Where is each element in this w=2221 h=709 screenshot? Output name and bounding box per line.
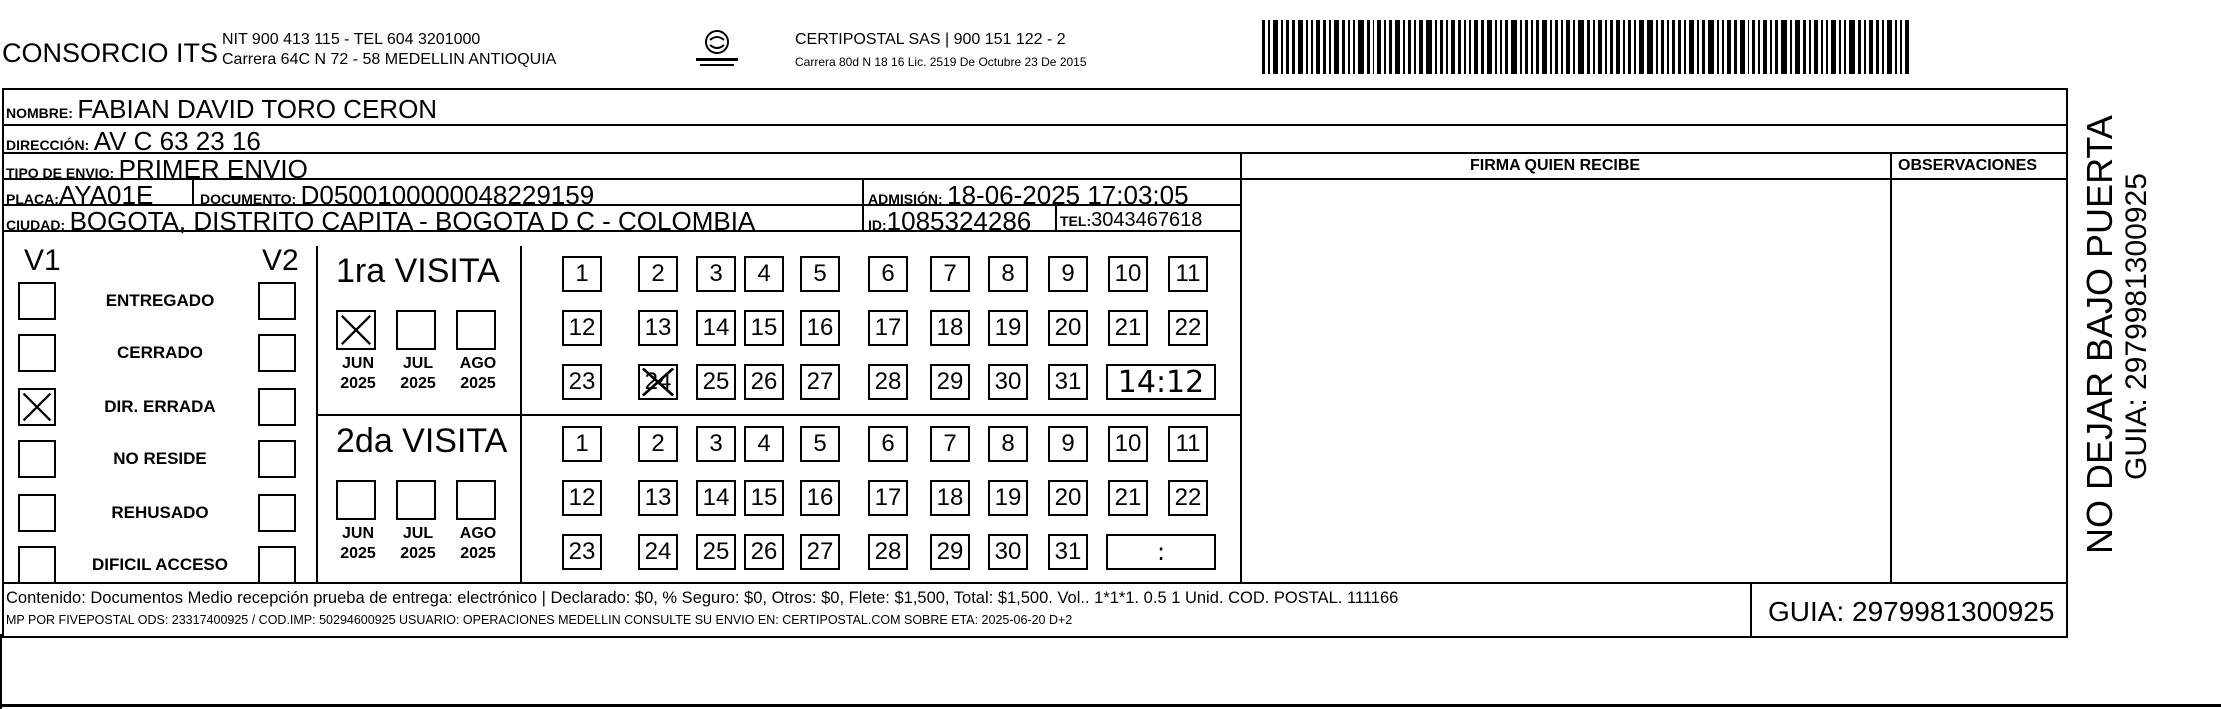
second-day-box[interactable] — [1108, 480, 1148, 516]
first-visit-title: 1ra VISITA — [336, 252, 500, 290]
day-number: 22 — [1174, 484, 1202, 511]
first-month-label: JUL — [402, 355, 434, 372]
first-day-box[interactable] — [800, 364, 840, 400]
nombre-label: NOMBRE: — [6, 105, 73, 121]
first-month-checkbox[interactable] — [396, 310, 436, 350]
v1-label: V1 — [24, 244, 61, 277]
second-month-label: AGO — [459, 525, 497, 542]
documento-label: DOCUMENTO: — [200, 191, 297, 207]
footer-guia: GUIA: 2979981300925 — [1768, 596, 2055, 627]
second-day-box[interactable] — [638, 534, 678, 570]
day-number: 31 — [1054, 368, 1082, 395]
carrier-name: CERTIPOSTAL SAS | 900 151 122 - 2 — [795, 31, 1066, 48]
day-number: 20 — [1054, 314, 1082, 341]
day-number: 27 — [806, 538, 834, 565]
first-day-box[interactable] — [1108, 310, 1148, 346]
day-number: 19 — [994, 484, 1022, 511]
first-day-box[interactable] — [562, 310, 602, 346]
carrier-address: Carrera 80d N 18 16 Lic. 2519 De Octubre 23 De 2015 — [795, 55, 1087, 69]
first-day-box[interactable] — [800, 256, 840, 292]
second-day-box[interactable] — [800, 480, 840, 516]
second-time-box[interactable]: : — [1106, 534, 1216, 570]
second-day-box[interactable] — [744, 480, 784, 516]
day-number: 1 — [575, 430, 589, 457]
label-frame — [2, 88, 2068, 638]
id-value: 1085324286 — [886, 206, 1032, 236]
v2-checkbox[interactable] — [258, 334, 296, 372]
second-day-box[interactable] — [930, 480, 970, 516]
day-number: 26 — [750, 538, 778, 565]
day-number: 8 — [1001, 260, 1015, 287]
first-day-box[interactable] — [868, 310, 908, 346]
certipostal-logo-icon — [690, 28, 744, 72]
first-day-box[interactable] — [1108, 256, 1148, 292]
status-label: NO RESIDE — [113, 449, 207, 468]
day-number: 4 — [757, 260, 771, 287]
day-number: 23 — [568, 368, 596, 395]
first-day-box[interactable] — [930, 310, 970, 346]
day-number: 27 — [806, 368, 834, 395]
second-day-box[interactable] — [696, 480, 736, 516]
day-number: 14 — [702, 484, 730, 511]
id-label: ID: — [868, 217, 887, 233]
company-nit: NIT 900 413 115 - TEL 604 3201000 — [222, 31, 481, 48]
second-month-checkbox[interactable] — [456, 480, 496, 520]
status-label: CERRADO — [117, 343, 203, 362]
v1-checkbox[interactable] — [18, 388, 56, 426]
status-label: DIR. ERRADA — [104, 397, 216, 416]
day-number: 22 — [1174, 314, 1202, 341]
placa-label: PLACA: — [6, 191, 59, 207]
day-number: 28 — [874, 368, 902, 395]
v1-checkbox[interactable] — [18, 494, 56, 532]
admision-value: 18-06-2025 17:03:05 — [947, 180, 1189, 210]
v2-checkbox[interactable] — [258, 546, 296, 584]
day-number: 6 — [881, 430, 895, 457]
side-warning: NO DEJAR BAJO PUERTA — [2079, 115, 2120, 554]
first-day-box[interactable] — [1168, 310, 1208, 346]
second-day-box[interactable] — [868, 534, 908, 570]
first-time-box[interactable]: 14:12 — [1106, 364, 1216, 400]
second-month-checkbox[interactable] — [336, 480, 376, 520]
first-day-box[interactable] — [800, 310, 840, 346]
second-day-box[interactable] — [930, 426, 970, 462]
day-number: 13 — [644, 314, 672, 341]
second-day-box[interactable] — [1108, 426, 1148, 462]
second-day-box[interactable] — [744, 426, 784, 462]
day-number: 21 — [1114, 484, 1142, 511]
tipo-envio-label: TIPO DE ENVIO: — [6, 165, 115, 181]
day-number: 10 — [1114, 260, 1142, 287]
first-day-box[interactable] — [638, 256, 678, 292]
second-year-label: 2025 — [460, 545, 496, 562]
day-number: 17 — [874, 314, 902, 341]
day-number: 11 — [1175, 430, 1201, 457]
day-number: 28 — [874, 538, 902, 565]
second-day-box[interactable] — [988, 534, 1028, 570]
day-number: 3 — [709, 260, 723, 287]
day-number: 12 — [568, 314, 596, 341]
barcode — [1262, 20, 1912, 74]
second-day-box[interactable] — [800, 534, 840, 570]
day-number: 11 — [1175, 260, 1201, 287]
day-number: 14 — [702, 314, 730, 341]
day-number: 19 — [994, 314, 1022, 341]
second-day-box[interactable] — [1048, 426, 1088, 462]
first-month-label: AGO — [459, 355, 497, 372]
first-day-box[interactable] — [696, 310, 736, 346]
day-number: 17 — [874, 484, 902, 511]
first-day-box[interactable] — [562, 256, 602, 292]
day-number: 5 — [813, 430, 827, 457]
second-day-box[interactable] — [696, 534, 736, 570]
day-number: 10 — [1114, 430, 1142, 457]
first-day-box[interactable] — [868, 256, 908, 292]
ciudad-value: BOGOTA, DISTRITO CAPITA - BOGOTA D C - COLOMBIA — [69, 206, 756, 236]
first-day-box[interactable] — [868, 364, 908, 400]
first-day-box[interactable] — [696, 364, 736, 400]
second-day-box[interactable] — [1048, 534, 1088, 570]
tel-label: TEL: — [1060, 213, 1092, 229]
company-name: CONSORCIO ITS — [2, 38, 219, 68]
first-year-label: 2025 — [400, 375, 436, 392]
admision-label: ADMISIÓN: — [868, 191, 943, 207]
second-visit-title: 2da VISITA — [336, 422, 508, 460]
v1-checkbox[interactable] — [18, 546, 56, 584]
first-year-label: 2025 — [460, 375, 496, 392]
day-number: 16 — [806, 484, 834, 511]
v2-checkbox[interactable] — [258, 494, 296, 532]
first-day-box[interactable] — [744, 310, 784, 346]
second-day-box[interactable] — [868, 480, 908, 516]
day-number: 9 — [1061, 260, 1075, 287]
second-day-box[interactable] — [1168, 426, 1208, 462]
v1-checkbox[interactable] — [18, 334, 56, 372]
day-number: 18 — [936, 314, 964, 341]
ciudad-label: CIUDAD: — [6, 217, 66, 233]
second-day-box[interactable] — [562, 534, 602, 570]
day-number: 1 — [575, 260, 589, 287]
second-day-box[interactable] — [988, 426, 1028, 462]
documento-value: D0500100000048229159 — [300, 180, 595, 210]
tipo-envio-value: PRIMER ENVIO — [118, 154, 308, 184]
v2-checkbox[interactable] — [258, 440, 296, 478]
first-month-label: JUN — [341, 355, 374, 372]
second-day-box[interactable] — [1048, 480, 1088, 516]
second-day-box[interactable] — [696, 426, 736, 462]
left-border — [0, 634, 2, 709]
day-number: 24 — [644, 368, 672, 395]
direccion-value: AV C 63 23 16 — [93, 126, 261, 156]
first-day-box[interactable] — [744, 256, 784, 292]
day-number: 4 — [757, 430, 771, 457]
direccion-label: DIRECCIÓN: — [6, 137, 90, 153]
day-number: 12 — [568, 484, 596, 511]
first-day-box[interactable] — [744, 364, 784, 400]
first-day-box[interactable] — [988, 256, 1028, 292]
first-day-box[interactable] — [1048, 256, 1088, 292]
status-label: ENTREGADO — [105, 291, 215, 310]
day-number: 30 — [994, 538, 1022, 565]
day-number: 25 — [702, 368, 730, 395]
second-day-box[interactable] — [744, 534, 784, 570]
second-day-box[interactable] — [930, 534, 970, 570]
second-month-label: JUL — [402, 525, 434, 542]
day-number: 6 — [881, 260, 895, 287]
day-number: 5 — [813, 260, 827, 287]
first-day-box[interactable] — [1168, 256, 1208, 292]
first-day-box[interactable] — [1048, 364, 1088, 400]
second-day-box[interactable] — [800, 426, 840, 462]
day-number: 24 — [644, 538, 672, 565]
first-day-box[interactable] — [638, 310, 678, 346]
status-label: REHUSADO — [111, 503, 209, 522]
day-number: 13 — [644, 484, 672, 511]
day-number: 21 — [1114, 314, 1142, 341]
v2-label: V2 — [262, 244, 299, 277]
day-number: 7 — [943, 430, 957, 457]
day-number: 18 — [936, 484, 964, 511]
first-day-box[interactable] — [696, 256, 736, 292]
day-number: 2 — [651, 260, 665, 287]
status-label: DIFICIL ACCESO — [91, 555, 228, 574]
v1-checkbox[interactable] — [18, 440, 56, 478]
first-year-label: 2025 — [340, 375, 376, 392]
first-month-checkbox[interactable] — [456, 310, 496, 350]
first-month-checkbox[interactable] — [336, 310, 376, 350]
first-day-box[interactable] — [638, 364, 678, 400]
second-day-box[interactable] — [868, 426, 908, 462]
side-guia: GUIA: 2979981300925 — [2120, 173, 2153, 480]
first-day-box[interactable] — [988, 310, 1028, 346]
first-day-box[interactable] — [1048, 310, 1088, 346]
day-number: 23 — [568, 538, 596, 565]
day-number: 15 — [750, 314, 778, 341]
day-number: 2 — [651, 430, 665, 457]
firma-header: FIRMA QUIEN RECIBE — [1470, 157, 1641, 174]
first-day-box[interactable] — [930, 364, 970, 400]
placa-value: AYA01E — [58, 180, 154, 210]
second-month-label: JUN — [341, 525, 374, 542]
second-day-box[interactable] — [562, 426, 602, 462]
second-day-box[interactable] — [638, 480, 678, 516]
tel-value: 3043467618 — [1091, 209, 1203, 231]
day-number: 8 — [1001, 430, 1015, 457]
second-year-label: 2025 — [340, 545, 376, 562]
second-day-box[interactable] — [638, 426, 678, 462]
v1-checkbox[interactable] — [18, 282, 56, 320]
company-address: Carrera 64C N 72 - 58 MEDELLIN ANTIOQUIA — [222, 51, 557, 68]
day-number: 26 — [750, 368, 778, 395]
day-number: 29 — [936, 368, 964, 395]
day-number: 16 — [806, 314, 834, 341]
day-number: 20 — [1054, 484, 1082, 511]
nombre-value: FABIAN DAVID TORO CERON — [77, 94, 438, 124]
first-day-box[interactable] — [930, 256, 970, 292]
day-number: 25 — [702, 538, 730, 565]
observaciones-header: OBSERVACIONES — [1898, 157, 2037, 174]
v2-checkbox[interactable] — [258, 282, 296, 320]
footer-contents: Contenido: Documentos Medio recepción prueba de entrega: electrónico | Declarado: $0, % Seguro: $0, Otros: $0, Flete: $1,500, Total: $1,500. Vol.. 1*1*1. 0.5 1 Unid. COD. POSTAL. 111166 — [6, 589, 1399, 607]
day-number: 29 — [936, 538, 964, 565]
day-number: 7 — [943, 260, 957, 287]
second-month-checkbox[interactable] — [396, 480, 436, 520]
day-number: 31 — [1054, 538, 1082, 565]
bottom-border — [2, 704, 2221, 707]
v2-checkbox[interactable] — [258, 388, 296, 426]
first-day-box[interactable] — [988, 364, 1028, 400]
day-number: 3 — [709, 430, 723, 457]
footer-tracking: MP POR FIVEPOSTAL ODS: 23317400925 / COD.IMP: 50294600925 USUARIO: OPERACIONES MEDELLIN CONSULTE SU ENVIO EN: CERTIPOSTAL.COM SOBRE ETA: 2025-06-20 D+2 — [6, 613, 1073, 627]
second-day-box[interactable] — [988, 480, 1028, 516]
day-number: 15 — [750, 484, 778, 511]
second-day-box[interactable] — [1168, 480, 1208, 516]
day-number: 9 — [1061, 430, 1075, 457]
second-year-label: 2025 — [400, 545, 436, 562]
first-day-box[interactable] — [562, 364, 602, 400]
day-number: 30 — [994, 368, 1022, 395]
second-day-box[interactable] — [562, 480, 602, 516]
